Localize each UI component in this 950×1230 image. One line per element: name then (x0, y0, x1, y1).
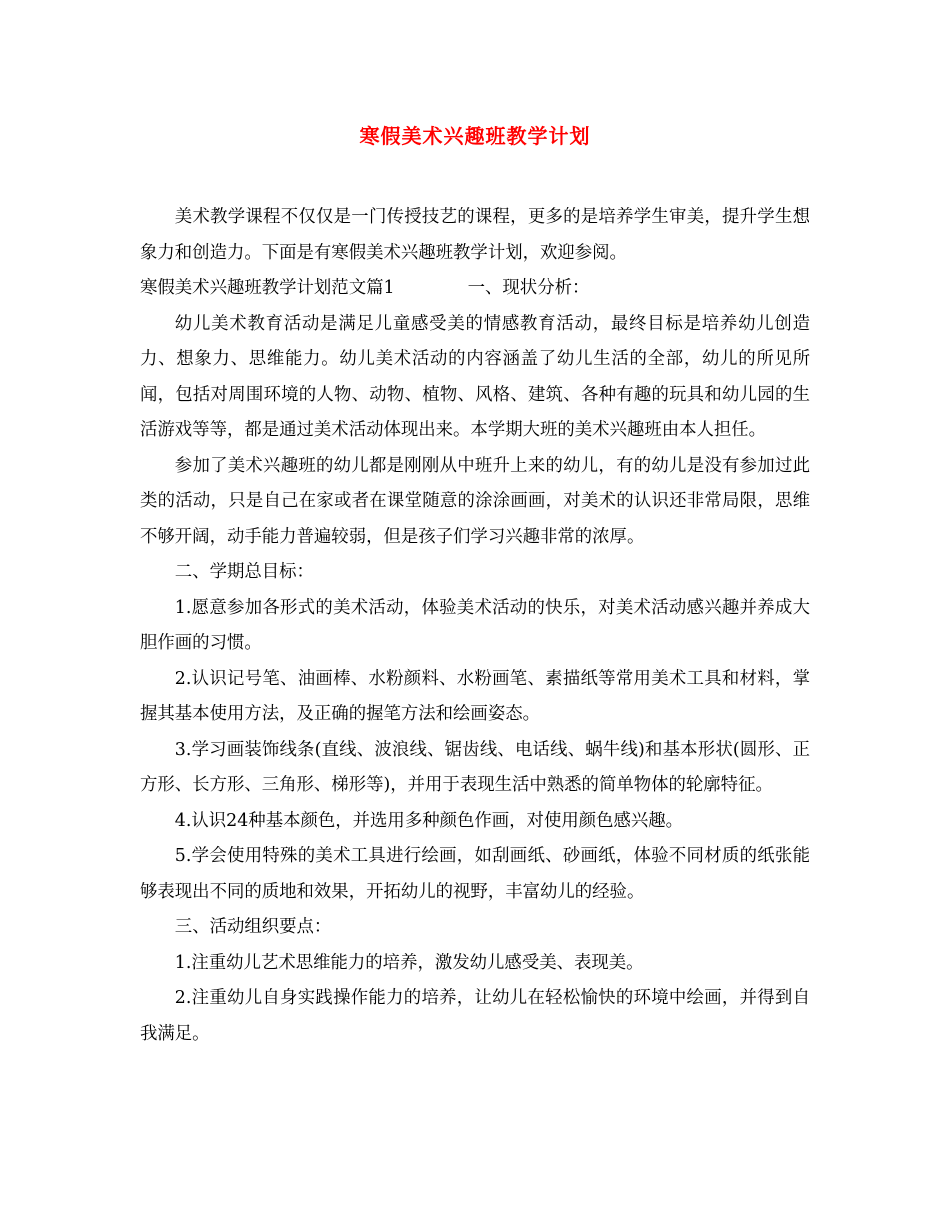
section-heading-goals: 二、学期总目标： (174, 562, 314, 582)
status-paragraph-1: 幼儿美术教育活动是满足儿童感受美的情感教育活动，最终目标是培养幼儿创造力、想象力、思维能力。幼儿美术活动的内容涵盖了幼儿生活的全部，幼儿的所见所闻，包括对周围环境的人物、动物、植物、风格、建筑、各种有趣的玩具和幼儿园的生活游戏等等，都是通过美术活动体现出来。本学期大班的美术兴趣班由本人担任。 (140, 313, 810, 440)
section-heading-points: 三、活动组织要点： (174, 917, 332, 937)
goal-item-1: 1.愿意参加各形式的美术活动，体验美术活动的快乐，对美术活动感兴趣并养成大胆作画的习惯。 (140, 597, 810, 653)
point-item-2: 2.注重幼儿自身实践操作能力的培养，让幼儿在轻松愉快的环境中绘画，并得到自我满足。 (140, 988, 810, 1044)
section-heading-status: 一、现状分析： (467, 278, 590, 298)
intro-paragraph: 美术教学课程不仅仅是一门传授技艺的课程，更多的是培养学生审美，提升学生想象力和创造力。下面是有寒假美术兴趣班教学计划，欢迎参阅。 (140, 207, 810, 263)
point-item-1: 1.注重幼儿艺术思维能力的培养，激发幼儿感受美、表现美。 (174, 952, 644, 973)
goal-item-3: 3.学习画装饰线条(直线、波浪线、锯齿线、电话线、蜗牛线)和基本形状(圆形、正方形、长方形、三角形、梯形等)，并用于表现生活中熟悉的简单物体的轮廓特征。 (140, 739, 810, 795)
section-label: 寒假美术兴趣班教学计划范文篇1 (140, 278, 395, 298)
section-line (140, 271, 810, 307)
goal-item-2: 2.认识记号笔、油画棒、水粉颜料、水粉画笔、素描纸等常用美术工具和材料，掌握其基本使用方法，及正确的握笔方法和绘画姿态。 (140, 668, 810, 724)
goal-item-5: 5.学会使用特殊的美术工具进行绘画，如刮画纸、砂画纸，体验不同材质的纸张能够表现出不同的质地和效果，开拓幼儿的视野，丰富幼儿的经验。 (140, 846, 810, 902)
document-body (140, 200, 810, 1052)
status-paragraph-2: 参加了美术兴趣班的幼儿都是刚刚从中班升上来的幼儿，有的幼儿是没有参加过此类的活动，只是自己在家或者在课堂随意的涂涂画画，对美术的认识还非常局限，思维不够开阔，动手能力普遍较弱，但是孩子们学习兴趣非常的浓厚。 (140, 455, 810, 547)
document-title: 寒假美术兴趣班教学计划 (359, 124, 591, 148)
goal-item-4: 4.认识24种基本颜色，并选用多种颜色作画，对使用颜色感兴趣。 (174, 810, 684, 831)
